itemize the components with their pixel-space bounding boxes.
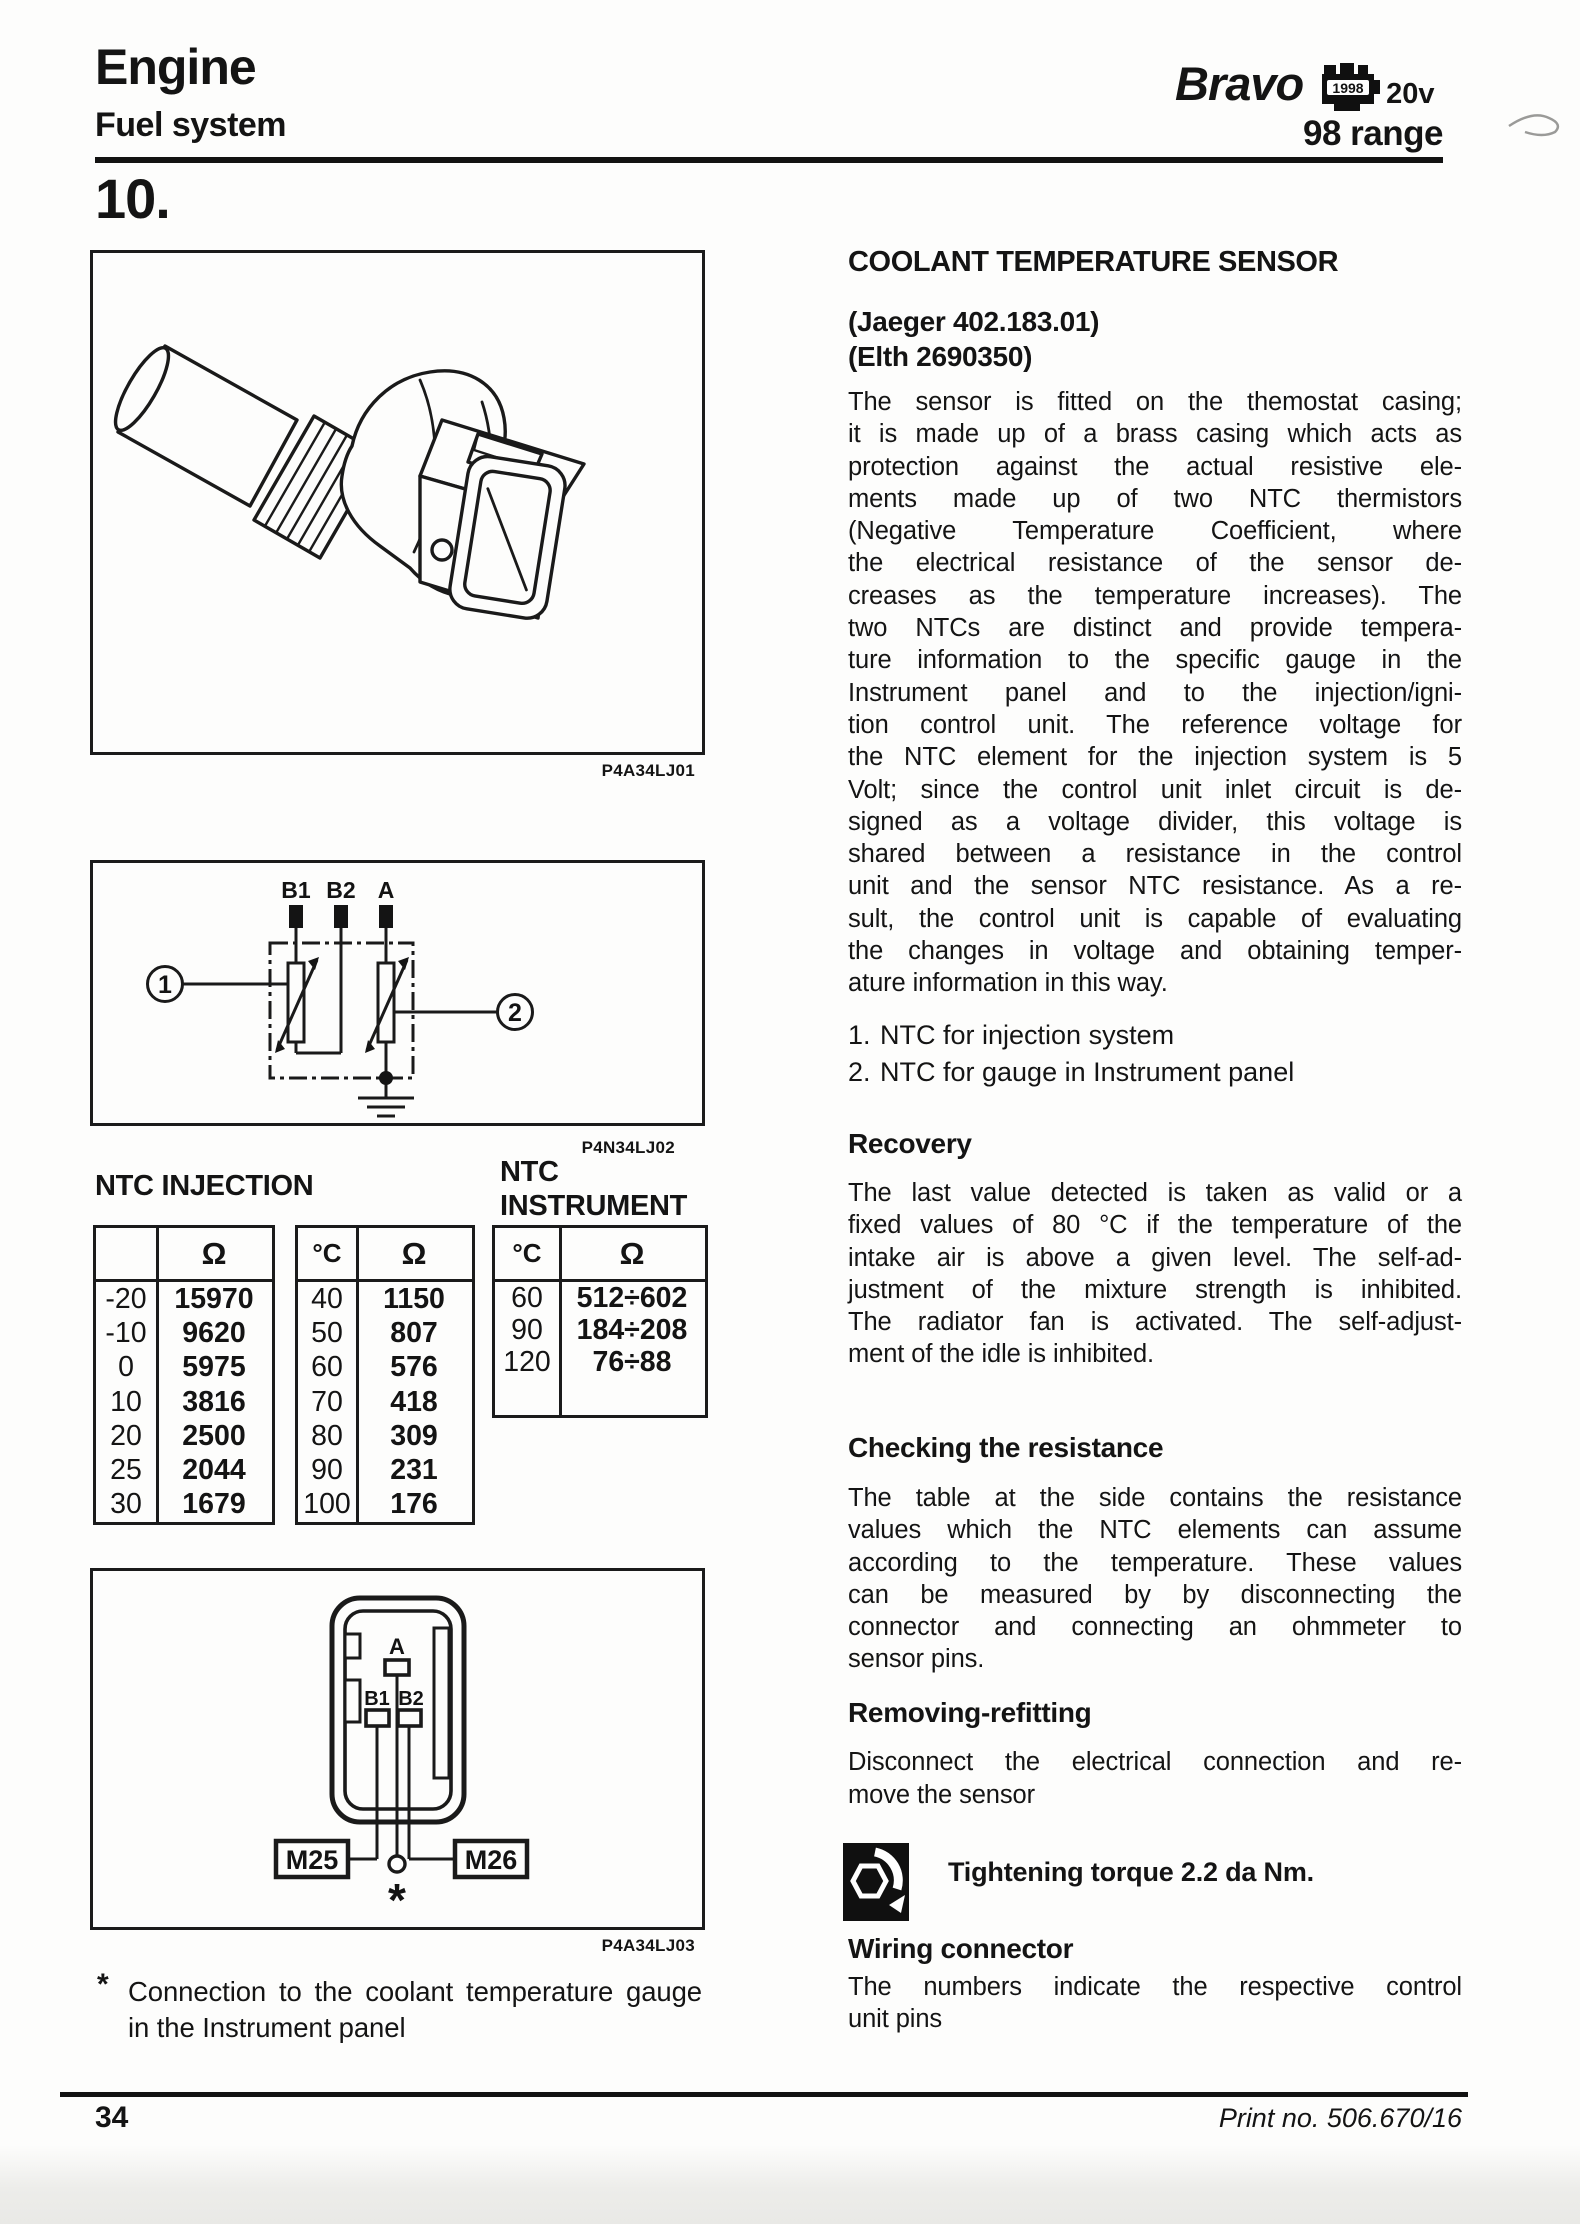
tightening-torque-icon (843, 1843, 909, 1921)
junction-dot (379, 1071, 393, 1085)
asterisk-mark: * (388, 1874, 406, 1926)
text-line: The table at the side contains the resistance (848, 1484, 1462, 1512)
range-label: 98 range (1303, 114, 1443, 153)
table-cell: 25 (110, 1454, 142, 1487)
text-line: move the sensor (848, 1781, 1036, 1809)
text-line: The sensor is fitted on the themostat casing; (848, 388, 1462, 416)
text-line: Connection to the coolant temperature gauge (128, 1976, 702, 2007)
column-divider (156, 1228, 159, 1522)
scan-artifact (1505, 108, 1575, 148)
checking-resistance-heading: Checking the resistance (848, 1432, 1164, 1463)
m26-label: M26 (464, 1845, 518, 1875)
figure-caption: P4A34LJ03 (601, 1936, 695, 1955)
recovery-heading: Recovery (848, 1128, 972, 1159)
table-row (96, 1488, 272, 1522)
removing-refitting-heading: Removing-refitting (848, 1697, 1092, 1728)
footnote-text (128, 1974, 702, 2046)
scan-shadow-band (0, 2145, 1580, 2224)
table-cell: 100 (303, 1488, 351, 1521)
text-line: two NTCs are distinct and provide tempera- (848, 614, 1462, 643)
m25-label: M25 (285, 1845, 339, 1875)
terminal-b1-label: B1 (281, 877, 311, 903)
ntc-resistor-2 (378, 963, 394, 1042)
print-number: Print no. 506.670/16 (1218, 2103, 1462, 2133)
table-cell: 2044 (182, 1454, 246, 1487)
pin-b1-label: B1 (364, 1688, 390, 1710)
text-line: can be measured by by disconnecting the (848, 1580, 1462, 1609)
text-line: The last value detected is taken as valid or a (848, 1179, 1462, 1207)
table-cell: 90 (311, 1454, 343, 1487)
brand-block (1175, 56, 1465, 116)
ntc-resistor-1 (288, 963, 304, 1042)
text-line: signed as a voltage divider, this voltage is (848, 807, 1462, 836)
sensor-illustration (90, 250, 705, 755)
text-line: fixed values of 80 °C if the temperature of the (848, 1211, 1462, 1240)
table-cell: 5975 (182, 1351, 246, 1384)
text-line: ments made up of two NTC thermistors (848, 484, 1462, 513)
recovery-paragraph (848, 1177, 1462, 1371)
table-cell: 576 (390, 1351, 438, 1384)
figure-caption: P4A34LJ01 (601, 761, 695, 780)
table-cell: 76÷88 (592, 1345, 672, 1378)
table-cell: 0 (118, 1351, 134, 1384)
text-line: protection against the actual resistive ele- (848, 452, 1462, 481)
table-row (96, 1453, 272, 1487)
table-row (298, 1282, 472, 1316)
text-line: unit and the sensor NTC resistance. As a re- (848, 872, 1462, 901)
table-cell: 60 (311, 1351, 343, 1384)
gauge-connection-node (389, 1856, 405, 1872)
table-cell: 80 (311, 1419, 343, 1452)
table-row (298, 1385, 472, 1419)
text-line: the NTC element for the injection system is 5 (848, 743, 1462, 772)
table-row (96, 1316, 272, 1350)
terminal-b2-label: B2 (326, 877, 356, 903)
page-subtitle: Fuel system (95, 106, 287, 144)
column-divider (356, 1228, 359, 1522)
table-cell: 40 (311, 1282, 343, 1315)
ohm-header-cell: Ω (619, 1235, 645, 1271)
pin-b2 (398, 1710, 421, 1726)
table-cell: 9620 (182, 1316, 246, 1349)
text-line: it is made up of a brass casing which acts as (848, 420, 1462, 449)
ntc-list (848, 1020, 1462, 1094)
text-line: according to the temperature. These values (848, 1548, 1462, 1577)
temp-header-cell: °C (312, 1238, 342, 1268)
table-cell: 231 (390, 1454, 438, 1487)
text-line: (Elth 2690350) (848, 341, 1033, 372)
table-cell: 1150 (383, 1282, 445, 1315)
list-item-number: 1. (848, 1020, 871, 1050)
ntc-instrument-table (492, 1225, 708, 1418)
text-line: ment of the idle is inhibited. (848, 1340, 1155, 1369)
text-line: sult, the control unit is capable of evaluating (848, 904, 1462, 933)
table-cell: 1679 (182, 1488, 246, 1521)
text-line: NTC (500, 1156, 559, 1188)
text-line: Volt; since the control unit inlet circuit is de- (848, 775, 1462, 804)
torque-spec: Tightening torque 2.2 da Nm. (948, 1857, 1314, 1887)
figure-caption: P4N34LJ02 (581, 1138, 675, 1157)
list-item-number: 2. (848, 1057, 871, 1087)
text-line: (Jaeger 402.183.01) (848, 306, 1100, 337)
engine-badge-icon (1316, 58, 1380, 116)
table-cell: 10 (110, 1385, 142, 1418)
table-row (495, 1282, 705, 1314)
text-line: INSTRUMENT (500, 1189, 688, 1222)
text-line: the changes in voltage and obtaining temper- (848, 937, 1462, 966)
pin-a (385, 1660, 409, 1675)
table-row (495, 1346, 705, 1378)
checking-resistance-paragraph (848, 1482, 1462, 1676)
table-cell: 70 (311, 1385, 343, 1418)
wiring-connector-heading: Wiring connector (848, 1933, 1074, 1964)
table-body (96, 1282, 272, 1522)
table-cell: 60 (511, 1281, 543, 1314)
table-row (96, 1385, 272, 1419)
text-line: the electrical resistance of the sensor de- (848, 549, 1462, 578)
intro-paragraph (848, 386, 1462, 1000)
table-cell: -20 (105, 1282, 147, 1315)
table-row (96, 1351, 272, 1385)
removing-refitting-paragraph (848, 1746, 1462, 1812)
table-cell: 90 (511, 1313, 543, 1346)
table-row (298, 1419, 472, 1453)
table-row (298, 1351, 472, 1385)
terminal-a-label: A (377, 877, 395, 903)
table-row (298, 1316, 472, 1350)
text-line: creases as the temperature increases). The (848, 581, 1462, 610)
list-item-text: NTC for gauge in Instrument panel (880, 1057, 1295, 1087)
page-number: 34 (95, 2101, 129, 2134)
header-rule (95, 157, 1443, 163)
footnote-symbol: * (97, 1968, 109, 2001)
table-cell: 309 (390, 1419, 438, 1452)
table-cell: 20 (110, 1419, 142, 1452)
page-title: Engine (95, 39, 256, 95)
badge-year: 1998 (1332, 80, 1364, 96)
pin-b2-label: B2 (398, 1688, 424, 1710)
table-cell: 120 (503, 1345, 551, 1378)
table-cell: 184÷208 (576, 1313, 688, 1346)
ohm-header-cell: Ω (201, 1235, 227, 1271)
ntc-injection-table-a (93, 1225, 275, 1525)
brand-name: Bravo (1175, 57, 1304, 110)
table-cell: 176 (390, 1488, 438, 1521)
list-item (848, 1020, 1462, 1057)
pin-a-label: A (389, 1634, 405, 1659)
footer-rule (60, 2092, 1468, 2097)
table-row (298, 1488, 472, 1522)
table-body (495, 1282, 705, 1378)
text-line: The radiator fan is activated. The self-adjust- (848, 1308, 1462, 1337)
text-line: connector and connecting an ohmmeter to (848, 1613, 1462, 1642)
table-row (96, 1282, 272, 1316)
table-header-row (298, 1228, 472, 1282)
table-header-row (495, 1228, 705, 1282)
table-cell: -10 (105, 1316, 147, 1349)
column-divider (559, 1228, 562, 1415)
text-line: sensor pins. (848, 1645, 985, 1674)
text-line: ature information in this way. (848, 969, 1168, 998)
text-line: Instrument panel and to the injection/igni- (848, 678, 1462, 707)
connector-diagram (90, 1568, 705, 1930)
terminal-b2 (334, 905, 348, 928)
text-line: values which the NTC elements can assume (848, 1516, 1462, 1545)
table-cell: 807 (390, 1316, 438, 1349)
table-cell: 15970 (174, 1282, 254, 1315)
engine-variant: 20v (1386, 78, 1435, 110)
text-line: justment of the mixture strength is inhibited. (848, 1275, 1462, 1304)
text-line: Disconnect the electrical connection and re- (848, 1748, 1462, 1776)
table-row (495, 1314, 705, 1346)
section-number: 10. (95, 167, 170, 230)
text-line: unit pins (848, 2005, 943, 2033)
terminal-a (379, 905, 393, 928)
text-line: ture information to the specific gauge in the (848, 646, 1462, 675)
table-cell: 2500 (182, 1419, 246, 1452)
wiring-connector-paragraph (848, 1971, 1462, 2035)
node-1-label: 1 (158, 971, 172, 999)
ohm-header-cell: Ω (401, 1235, 427, 1271)
table-row (96, 1419, 272, 1453)
table-cell: 418 (390, 1385, 438, 1418)
table-row (298, 1453, 472, 1487)
table-cell: 3816 (182, 1385, 246, 1418)
terminal-b1 (289, 905, 303, 928)
table-cell: 50 (311, 1316, 343, 1349)
ntc-instrument-title (500, 1156, 687, 1223)
text-line: The numbers indicate the respective control (848, 1973, 1462, 2001)
table-cell: 512÷602 (576, 1281, 688, 1314)
ntc-injection-table-b (295, 1225, 475, 1525)
text-line: intake air is above a given level. The self-ad- (848, 1243, 1462, 1272)
text-line: (Negative Temperature Coefficient, where (848, 517, 1462, 546)
table-body (298, 1282, 472, 1522)
ntc-injection-title: NTC INJECTION (95, 1170, 314, 1202)
text-line: in the Instrument panel (128, 2012, 406, 2043)
table-cell: 30 (110, 1488, 142, 1521)
ntc-circuit-diagram (90, 860, 705, 1126)
list-item (848, 1057, 1462, 1094)
pin-b1 (366, 1710, 389, 1726)
text-line: tion control unit. The reference voltage for (848, 710, 1462, 739)
table-header-row (96, 1228, 272, 1282)
text-line: shared between a resistance in the control (848, 840, 1462, 869)
node-2-label: 2 (508, 999, 522, 1027)
part-numbers (848, 304, 1462, 374)
list-item-text: NTC for injection system (880, 1020, 1175, 1050)
article-title: COOLANT TEMPERATURE SENSOR (848, 246, 1339, 278)
temp-header-cell: °C (512, 1238, 542, 1268)
